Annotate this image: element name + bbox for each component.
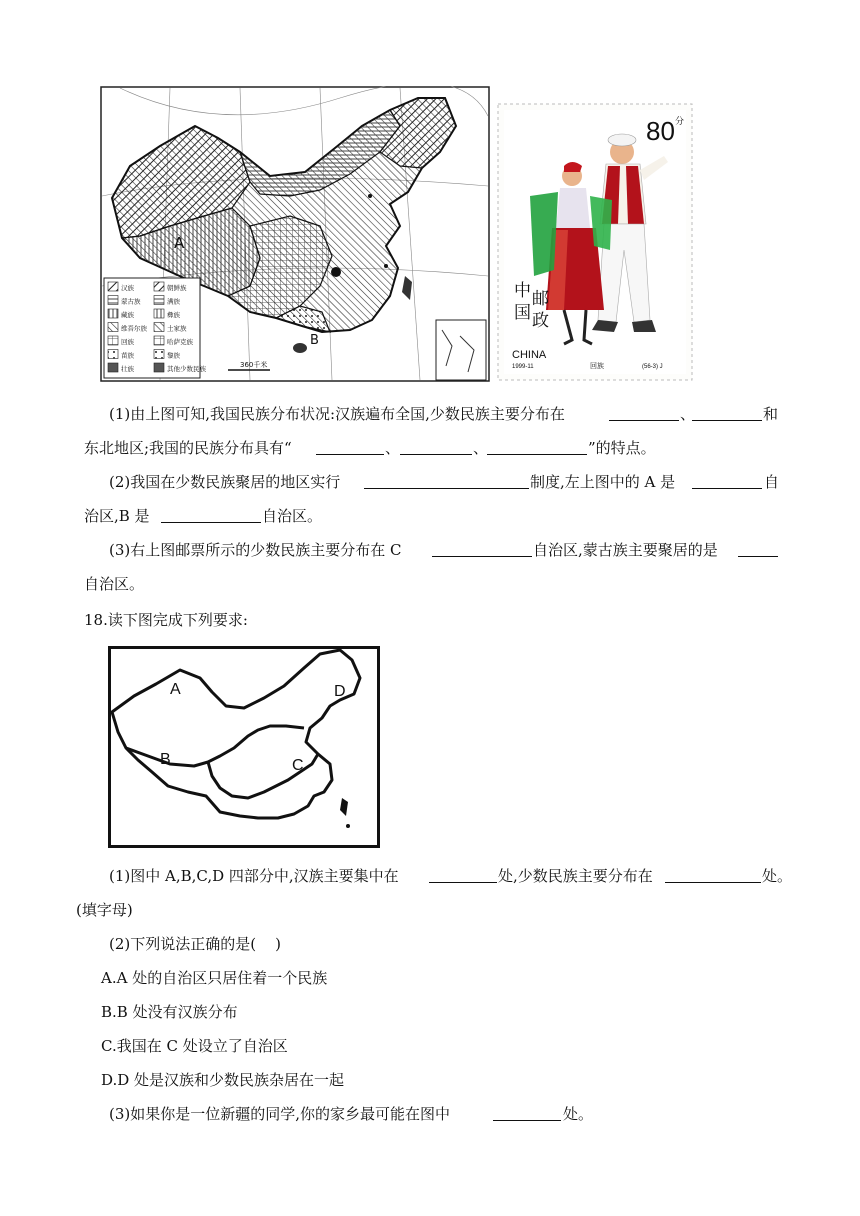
answer-blank[interactable] bbox=[609, 406, 679, 421]
legend-swatch bbox=[108, 323, 118, 332]
legend-label: 维吾尔族 bbox=[121, 324, 147, 333]
legend-label: 哈萨克族 bbox=[167, 338, 193, 346]
legend-label: 壮族 bbox=[121, 365, 134, 373]
answer-blank[interactable] bbox=[429, 868, 497, 883]
stamp-caption: 回族 bbox=[590, 362, 604, 370]
answer-blank[interactable] bbox=[364, 474, 529, 489]
map2-label-a: A bbox=[170, 681, 181, 698]
legend-label: 苗族 bbox=[121, 351, 134, 360]
stamp-country-char: 政 bbox=[532, 311, 549, 331]
stamp-serial-left: 1999-11 bbox=[512, 364, 534, 370]
stamp-serial-right: (56-3) J bbox=[642, 364, 663, 370]
map2-label-c: C bbox=[292, 757, 304, 774]
answer-blank[interactable] bbox=[493, 1106, 561, 1121]
stamp-value: 80 bbox=[646, 116, 675, 146]
answer-blank[interactable] bbox=[432, 542, 532, 557]
answer-blank[interactable] bbox=[487, 440, 587, 455]
stamp-country-char: 中 bbox=[514, 281, 531, 301]
legend-swatch bbox=[154, 363, 164, 372]
legend-label: 回族 bbox=[121, 338, 134, 346]
legend-swatch bbox=[154, 336, 164, 345]
answer-blank[interactable] bbox=[738, 542, 778, 557]
legend-label: 彝族 bbox=[167, 311, 180, 319]
legend-label: 土家族 bbox=[167, 324, 187, 333]
stamp-country-char: 国 bbox=[514, 303, 531, 323]
answer-blank[interactable] bbox=[161, 508, 261, 523]
stamp-country-en: CHINA bbox=[512, 349, 547, 361]
china-four-regions-map bbox=[108, 646, 380, 848]
legend-swatch bbox=[108, 282, 118, 291]
region-b-label: B bbox=[310, 333, 319, 348]
answer-blank[interactable] bbox=[692, 474, 762, 489]
map2-label-b: B bbox=[160, 751, 171, 768]
legend-label: 蒙古族 bbox=[121, 297, 141, 306]
answer-blank[interactable] bbox=[400, 440, 472, 455]
legend-label: 其他少数民族 bbox=[167, 365, 206, 373]
legend-label: 朝鲜族 bbox=[167, 284, 187, 292]
legend-label: 满族 bbox=[167, 297, 180, 306]
legend-swatch bbox=[108, 296, 118, 305]
answer-blank[interactable] bbox=[665, 868, 761, 883]
legend-swatch bbox=[108, 336, 118, 345]
scale-label: 360千米 bbox=[240, 361, 268, 369]
stamp-country-char: 邮 bbox=[532, 289, 549, 309]
legend-swatch bbox=[154, 323, 164, 332]
legend-swatch bbox=[108, 363, 118, 372]
map2-label-d: D bbox=[334, 683, 346, 700]
legend-label: 藏族 bbox=[121, 311, 134, 319]
legend-swatch bbox=[154, 296, 164, 305]
stamp-unit: 分 bbox=[675, 117, 685, 127]
ethnic-distribution-map bbox=[100, 86, 490, 382]
answer-blank[interactable] bbox=[316, 440, 384, 455]
legend-swatch bbox=[154, 282, 164, 291]
legend-swatch bbox=[108, 309, 118, 318]
answer-blank[interactable] bbox=[692, 406, 762, 421]
legend-label: 汉族 bbox=[121, 284, 134, 292]
hui-ethnic-stamp bbox=[494, 100, 696, 384]
legend-swatch bbox=[154, 309, 164, 318]
map-legend bbox=[104, 278, 207, 378]
region-a-label: A bbox=[174, 234, 185, 252]
legend-label: 黎族 bbox=[167, 351, 180, 360]
legend-swatch bbox=[108, 350, 118, 359]
legend-swatch bbox=[154, 350, 164, 359]
